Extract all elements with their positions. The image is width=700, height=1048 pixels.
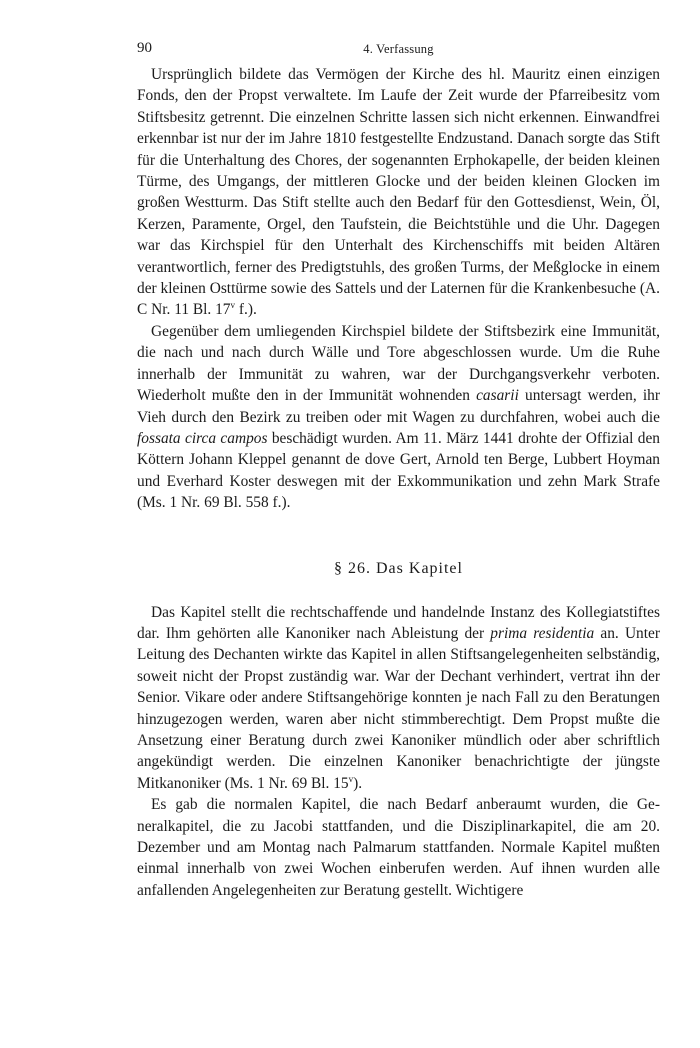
document-page xyxy=(137,40,660,901)
paragraph-kapitelarten: Es gab die normalen Kapitel, die nach Bedarf anberaumt wurden, die Generalkapitel, die zu Jacobi stattfanden, und die Disziplinarkapitel, die am 20. Dezember und am Montag nach Palmarum stattfanden. Normale Kapitel mußten einmal innerhalb von zwei Wochen einberufen werden. Auf ihnen wurden alle anfallenden Angelegenheiten zur Beratung gestellt. Wichtigere xyxy=(137,796,660,899)
page-header xyxy=(137,40,660,64)
running-title: 4. Verfassung xyxy=(363,42,434,56)
paragraph-immunitaet xyxy=(137,321,660,514)
paragraph-text: ). xyxy=(353,774,363,792)
paragraph-text: Das Kapitel stellt die rechtschaffende und handelnde Instanz des Kollegiatstiftes dar. Ihm gehörten alle Kanoniker nach Ableistung der xyxy=(137,603,660,642)
paragraph-text: beschädigt wurden. Am 11. März 1441 drohte der Offizial den Köttern Johann Kleppel genannt de dove Gert, Arnold ten Berge, Lubbert Hoyman und Everhard Koster deswegen mit der Exkommunikation und zehn Mark Strafe (Ms. 1 Nr. 69 Bl. 558 f.). xyxy=(137,429,660,512)
section-heading: § 26. Das Kapitel xyxy=(334,559,463,577)
italic-term: fossata circa campos xyxy=(137,429,268,447)
superscript: v xyxy=(348,773,354,784)
paragraph-vermoegen xyxy=(137,64,660,321)
paragraph-text: an. Unter Leitung des Dechanten wirkte das Kapitel in allen Stiftsangelegenheiten selbständig, soweit nicht der Propst zuständig war. War der Dechant verhindert, vertrat ihn der Senior. Vikare oder andere Stiftsangehörige konnten je nach Fall zu den Beratungen hinzugezogen werden, waren aber nicht stimmberechtigt. Dem Propst mußte die Ansetzung einer Beratung durch zwei Kanoniker mündlich oder aber schriftlich angekündigt werden. Die einzelnen Kanoniker benachrichtigte der jüngste Mitkanoniker (Ms. 1 Nr. 69 Bl. 15 xyxy=(137,624,660,792)
paragraph-text: Gegenüber dem umliegenden Kirchspiel bildete der Stiftsbezirk eine Immunität, die nach und nach durch Wälle und Tore abgeschlossen wurde. Um die Ruhe innerhalb der Immunität zu wahren, war der Durchgangsverkehr verboten. Wiederholt mußte den in der Immunität wohnenden xyxy=(137,322,660,405)
superscript: v xyxy=(230,300,235,311)
italic-term: prima residentia xyxy=(490,624,595,642)
paragraph-text: Ursprünglich bildete das Vermögen der Kirche des hl. Mauritz einen einzigen Fonds, den der Propst verwaltete. Im Laufe der Zeit wurde der Pfarreibesitz vom Stiftsbesitz getrennt. Die einzelnen Schritte lassen sich nicht erkennen. Einwandfrei erkennbar ist nur der im Jahre 1810 festgestellte Endzustand. Danach sorgte das Stift für die Unterhaltung des Chores, der sogenannten Erphokapelle, der beiden kleinen Türme, des Umgangs, der mittleren Glocke und der beiden kleinen Glocken im großen Westturm. Das Stift stellte auch den Bedarf für den Gottesdienst, Wein, Öl, Kerzen, Paramente, Orgel, den Taufstein, die Beichtstühle und die Uhr. Dagegen war das Kirchspiel für den Unterhalt des Kirchenschiffs mit beiden Altären verantwortlich, ferner des Predigtstuhls, des großen Turms, der Meßglocke in einem der kleinen Osttürme sowie des Sattels und der Laternen für die Krankenbesuche (A. C Nr. 11 Bl. 17 xyxy=(137,66,660,319)
paragraph-text: untersagt werden, ihr Vieh durch den Bezirk zu treiben oder mit Wagen zu durchfahren, wobei auch die xyxy=(137,387,660,426)
paragraph-kapitel xyxy=(137,602,660,795)
italic-term: casarii xyxy=(476,387,519,405)
page-number: 90 xyxy=(137,40,152,56)
paragraph-text: f.). xyxy=(235,301,257,319)
